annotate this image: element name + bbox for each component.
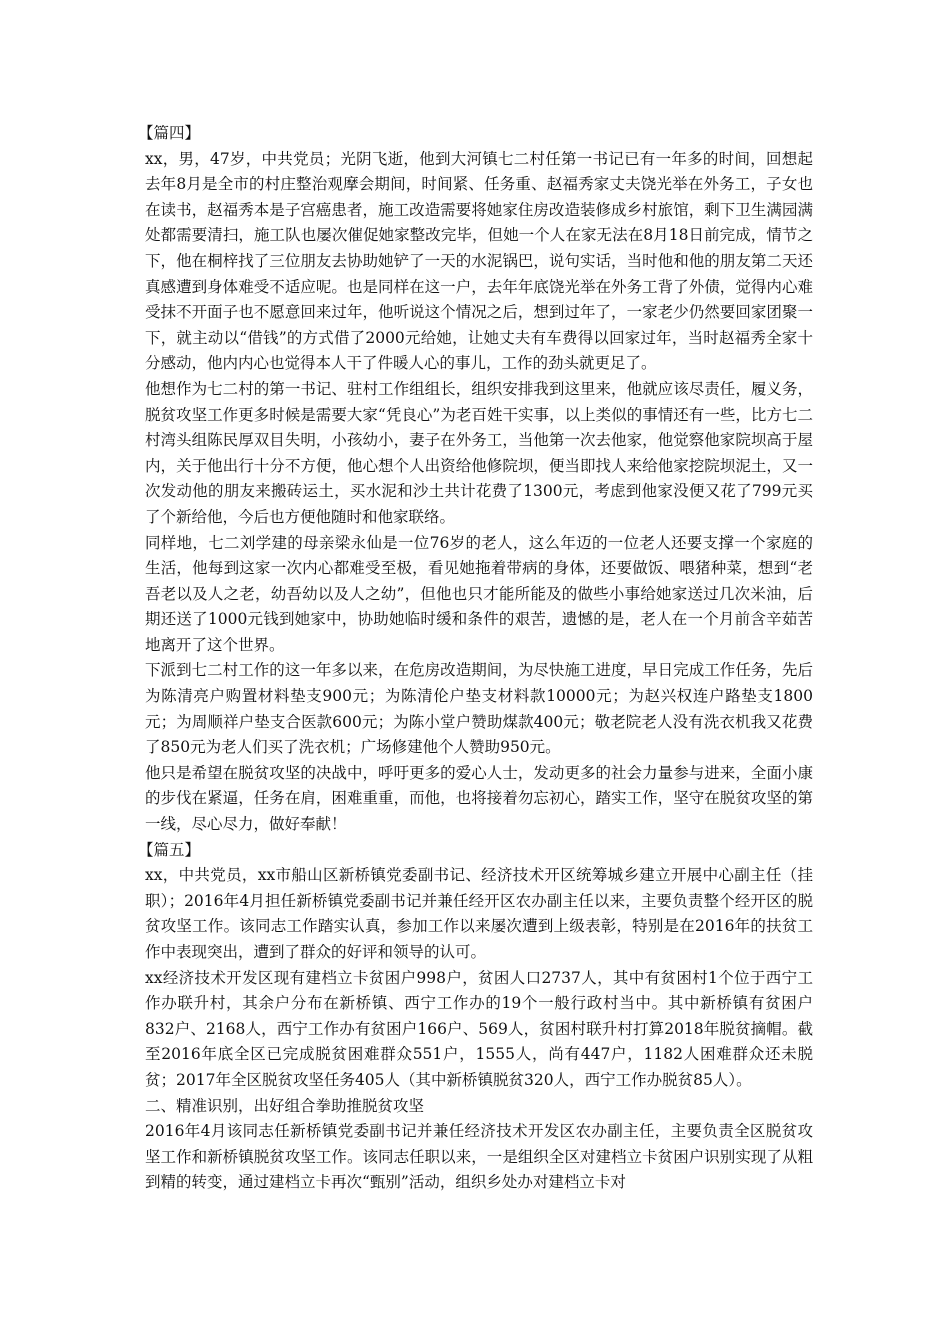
paragraph: 下派到七二村工作的这一年多以来，在危房改造期间，为尽快施工进度，早日完成工作任务，先后为陈清亮户购置材料垫支900元；为陈清伦户垫支材料款10000元；为赵兴权连户路垫支1800元；为周顺祥户垫支合医款600元；为陈小堂户赞助煤款400元；敬老院老人没有洗衣机我又花费了850元为老人们买了洗衣机；广场修建他个人赞助950元。 [145, 661, 813, 757]
subheading: 二、精准识别，出好组合拳助推脱贫攻坚 [145, 1096, 425, 1115]
document-body [138, 121, 813, 1196]
section-heading-5: 【篇五】 [138, 840, 201, 859]
paragraph: 他只是希望在脱贫攻坚的决战中，呼吁更多的爱心人士，发动更多的社会力量参与进来，全面小康的步伐在紧逼，任务在肩，困难重重，而他，也将接着勿忘初心，踏实工作，坚守在脱贫攻坚的第一线，尽心尽力，做好奉献！ [145, 763, 813, 834]
paragraph: 2016年4月该同志任新桥镇党委副书记并兼任经济技术开发区农办副主任，主要负责全区脱贫攻坚工作和新桥镇脱贫攻坚工作。该同志任职以来，一是组织全区对建档立卡贫困户识别实现了从粗到精的转变，通过建档立卡再次“甄别”活动，组织乡处办对建档立卡对 [145, 1122, 813, 1192]
paragraph: xx，中共党员，xx市船山区新桥镇党委副书记、经济技术开区统筹城乡建立开展中心副主任（挂职）；2016年4月担任新桥镇党委副书记并兼任经开区农办副主任以来，主要负责整个经开区的脱贫攻坚工作。该同志工作踏实认真，参加工作以来屡次遭到上级表彰，特别是在2016年的扶贫工作中表现突出，遭到了群众的好评和领导的认可。 [145, 866, 813, 961]
section-heading-4: 【篇四】 [138, 124, 201, 142]
paragraph: 他想作为七二村的第一书记、驻村工作组组长，组织安排我到这里来，他就应该尽责任，履义务，脱贫攻坚工作更多时候是需要大家“凭良心”为老百姓干实事，以上类似的事情还有一些，比方七二村湾头组陈民厚双目失明，小孩幼小，妻子在外务工，当他第一次去他家，他觉察他家院坝高于屋内，关于他出行十分不方便，他心想个人出资给他修院坝，便当即找人来给他家挖院坝泥土，又一次发动他的朋友来搬砖运土，买水泥和沙土共计花费了1300元，考虑到他家没便又花了799元买了个新给他，今后也方便他随时和他家联络。 [145, 379, 813, 526]
paragraph: xx，男，47岁，中共党员；光阴飞逝，他到大河镇七二村任第一书记已有一年多的时间，回想起去年8月是全市的村庄整治观摩会期间，时间紧、任务重、赵福秀家丈夫饶光举在外务工，子女也在读书，赵福秀本是子宫癌患者，施工改造需要将她家住房改造装修成乡村旅馆，剩下卫生满园满处都需要清扫，施工队也屡次催促她家整改完毕，但她一个人在家无法在8月18日前完成，情节之下，他在桐梓找了三位朋友去协助她铲了一天的水泥锅巴，说句实话，当时他和他的朋友第二天还真感遭到身体难受不适应呢。也是同样在这一户，去年年底饶光举在外务工背了外债，觉得内心难受抹不开面子也不愿意回来过年，他听说这个情况之后，想到过年了，一家老少仍然要回家团聚一下，就主动以“借钱”的方式借了2000元给她，让她丈夫有车费得以回家过年，当时赵福秀全家十分感动，他内内心也觉得本人干了件暖人心的事儿，工作的劲头就更足了。 [145, 149, 813, 373]
paragraph: xx经济技术开发区现有建档立卡贫困户998户，贫困人口2737人，其中有贫困村1个位于西宁工作办联升村，其余户分布在新桥镇、西宁工作办的19个一般行政村当中。其中新桥镇有贫困户832户、2168人，西宁工作办有贫困户166户、569人，贫困村联升村打算2018年脱贫摘帽。截至2016年底全区已完成脱贫困难群众551户，1555人，尚有447户，1182人困难群众还未脱贫；2017年全区脱贫攻坚任务405人（其中新桥镇脱贫320人，西宁工作办脱贫85人）。 [145, 968, 813, 1089]
paragraph: 同样地，七二刘学建的母亲梁永仙是一位76岁的老人，这么年迈的一位老人还要支撑一个家庭的生活，他每到这家一次内心都难受至极，看见她拖着带病的身体，还要做饭、喂猪种菜，想到“老吾老以及人之老，幼吾幼以及人之幼”，但他也只才能所能及的做些小事给她家送过几次米油，后期还送了1000元钱到她家中，协助她临时缓和条件的艰苦，遗憾的是，老人在一个月前含辛茹苦地离开了这个世界。 [145, 533, 813, 654]
